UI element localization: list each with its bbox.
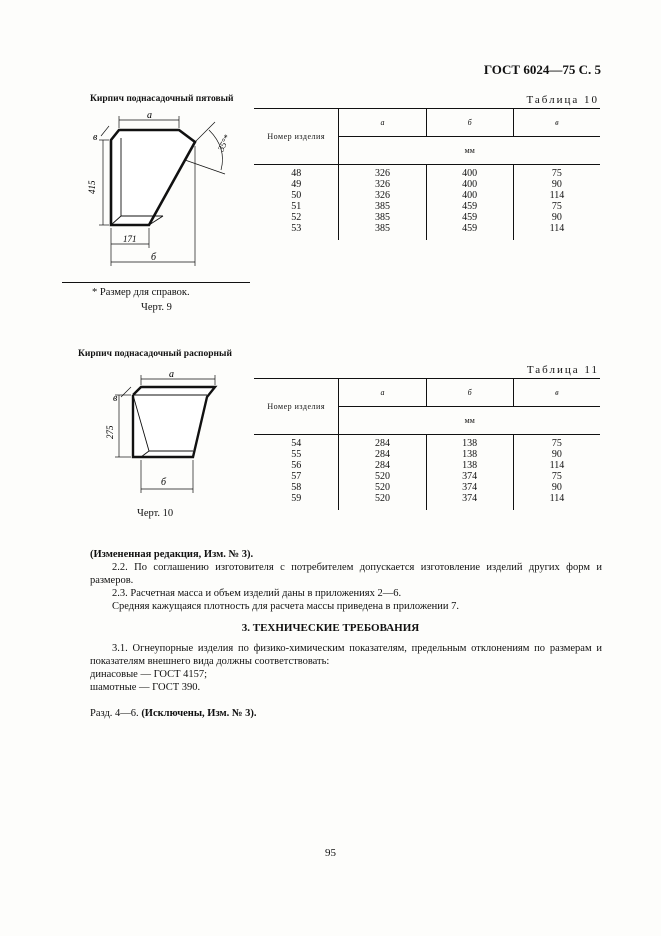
table-cell: 520 bbox=[339, 471, 426, 482]
figure-9-caption: Черт. 9 bbox=[141, 302, 172, 313]
table-cell: 55 bbox=[291, 449, 302, 460]
table-cell: 57 bbox=[291, 471, 302, 482]
table-cell: 114 bbox=[513, 493, 600, 510]
table-cell: 459 bbox=[426, 201, 513, 212]
table-cell: 284 bbox=[339, 435, 426, 450]
table-row bbox=[254, 449, 600, 460]
table-row bbox=[254, 482, 600, 493]
section-title-2: Кирпич поднасадочный распорный bbox=[78, 349, 232, 359]
col-header-unit: мм bbox=[339, 137, 600, 165]
table-cell: 326 bbox=[339, 179, 426, 190]
table-cell: 114 bbox=[513, 223, 600, 240]
table-11 bbox=[254, 378, 600, 510]
table-10 bbox=[254, 108, 600, 240]
section-heading-3: 3. ТЕХНИЧЕСКИЕ ТРЕБОВАНИЯ bbox=[241, 622, 420, 634]
edit-note: (Измененная редакция, Изм. № 3). bbox=[90, 549, 254, 560]
table-row bbox=[254, 223, 600, 240]
table-cell: 50 bbox=[291, 190, 302, 201]
table-row bbox=[254, 165, 600, 180]
table-cell: 49 bbox=[291, 179, 302, 190]
table-cell: 53 bbox=[291, 223, 302, 234]
table-cell: 75 bbox=[513, 165, 600, 180]
dim-b: б bbox=[161, 477, 167, 488]
dinas-line: динасовые — ГОСТ 4157; bbox=[90, 669, 208, 680]
table-cell: 75 bbox=[513, 201, 600, 212]
table-cell: 326 bbox=[339, 190, 426, 201]
section-title-1: Кирпич поднасадочный пятовый bbox=[90, 94, 234, 104]
table-cell: 138 bbox=[426, 435, 513, 450]
table-cell: 54 bbox=[291, 438, 302, 449]
paragraph-2-3b: Средняя кажущаяся плотность для расчета массы приведена в приложении 7. bbox=[112, 601, 459, 612]
figure-10-caption: Черт. 10 bbox=[137, 508, 174, 519]
table-cell: 75 bbox=[513, 471, 600, 482]
paragraph-2-3: 2.3. Расчетная масса и объем изделий даны в приложениях 2—6. bbox=[112, 588, 402, 599]
col-header-a: а bbox=[339, 379, 426, 407]
table-cell: 520 bbox=[339, 482, 426, 493]
table-row bbox=[254, 212, 600, 223]
table-row bbox=[254, 435, 600, 450]
razd-prefix: Разд. 4—6. bbox=[90, 708, 139, 719]
page-number: 95 bbox=[325, 847, 336, 859]
table-cell: 459 bbox=[426, 212, 513, 223]
shamot-line: шамотные — ГОСТ 390. bbox=[90, 682, 201, 693]
col-header-v: в bbox=[513, 379, 600, 407]
table-cell: 51 bbox=[291, 201, 302, 212]
col-header-v: в bbox=[513, 109, 600, 137]
dim-height: 415 bbox=[87, 180, 97, 194]
dim-b: б bbox=[151, 252, 157, 263]
table-row bbox=[254, 201, 600, 212]
table-row bbox=[254, 460, 600, 471]
table-cell: 459 bbox=[426, 223, 513, 240]
table-cell: 400 bbox=[426, 190, 513, 201]
table-cell: 75 bbox=[513, 435, 600, 450]
dim-v: в bbox=[113, 393, 118, 404]
table-cell: 90 bbox=[513, 179, 600, 190]
col-header-num: Номер изделия bbox=[254, 379, 339, 435]
table-cell: 400 bbox=[426, 165, 513, 180]
table-cell: 59 bbox=[291, 493, 302, 504]
dim-bottom: 171 bbox=[123, 234, 137, 244]
table-cell: 52 bbox=[291, 212, 302, 223]
table-cell: 385 bbox=[339, 201, 426, 212]
table-cell: 114 bbox=[513, 190, 600, 201]
table-cell: 114 bbox=[513, 460, 600, 471]
table-caption-11: Таблица 11 bbox=[526, 364, 599, 376]
table-row bbox=[254, 179, 600, 190]
col-header-b: б bbox=[426, 109, 513, 137]
table-cell: 138 bbox=[426, 449, 513, 460]
table-cell: 385 bbox=[339, 212, 426, 223]
dim-angle: 35°* bbox=[215, 133, 233, 153]
col-header-b: б bbox=[426, 379, 513, 407]
body-text-block-2 bbox=[90, 642, 602, 694]
figure-10 bbox=[95, 365, 225, 505]
dim-height: 275 bbox=[105, 425, 115, 439]
table-cell: 385 bbox=[339, 223, 426, 240]
col-header-unit: мм bbox=[339, 407, 600, 435]
table-cell: 90 bbox=[513, 212, 600, 223]
footnote-rule bbox=[62, 282, 250, 283]
table-cell: 138 bbox=[426, 460, 513, 471]
table-cell: 284 bbox=[339, 460, 426, 471]
table-row bbox=[254, 471, 600, 482]
col-header-num: Номер изделия bbox=[254, 109, 339, 165]
table-cell: 90 bbox=[513, 449, 600, 460]
table-cell: 520 bbox=[339, 493, 426, 510]
table-caption-10: Таблица 10 bbox=[526, 94, 599, 106]
dim-v: в bbox=[93, 132, 98, 143]
dim-a: а bbox=[147, 110, 152, 121]
body-text-block bbox=[90, 548, 602, 613]
table-cell: 326 bbox=[339, 165, 426, 180]
paragraph-3-1: 3.1. Огнеупорные изделия по физико-химическим показателям, предельным отклонениям по размерам и показателям внешнего вида должны соответствовать: bbox=[90, 643, 602, 667]
table-cell: 284 bbox=[339, 449, 426, 460]
razd-line bbox=[90, 707, 602, 720]
table-cell: 400 bbox=[426, 179, 513, 190]
table-10-body bbox=[254, 165, 600, 241]
table-row bbox=[254, 190, 600, 201]
paragraph-2-2: 2.2. По соглашению изготовителя с потребителем допускается изготовление изделий других форм и размеров. bbox=[90, 562, 602, 586]
footnote: * Размер для справок. bbox=[92, 287, 190, 298]
table-row bbox=[254, 493, 600, 510]
table-cell: 90 bbox=[513, 482, 600, 493]
table-11-body bbox=[254, 435, 600, 511]
figure-9 bbox=[75, 108, 250, 280]
document-header: ГОСТ 6024—75 С. 5 bbox=[483, 62, 601, 77]
table-cell: 374 bbox=[426, 482, 513, 493]
razd-excluded: (Исключены, Изм. № 3). bbox=[141, 708, 257, 719]
table-cell: 48 bbox=[291, 168, 302, 179]
table-cell: 374 bbox=[426, 471, 513, 482]
col-header-a: а bbox=[339, 109, 426, 137]
table-cell: 374 bbox=[426, 493, 513, 510]
dim-a: а bbox=[169, 369, 174, 380]
table-cell: 58 bbox=[291, 482, 302, 493]
table-cell: 56 bbox=[291, 460, 302, 471]
